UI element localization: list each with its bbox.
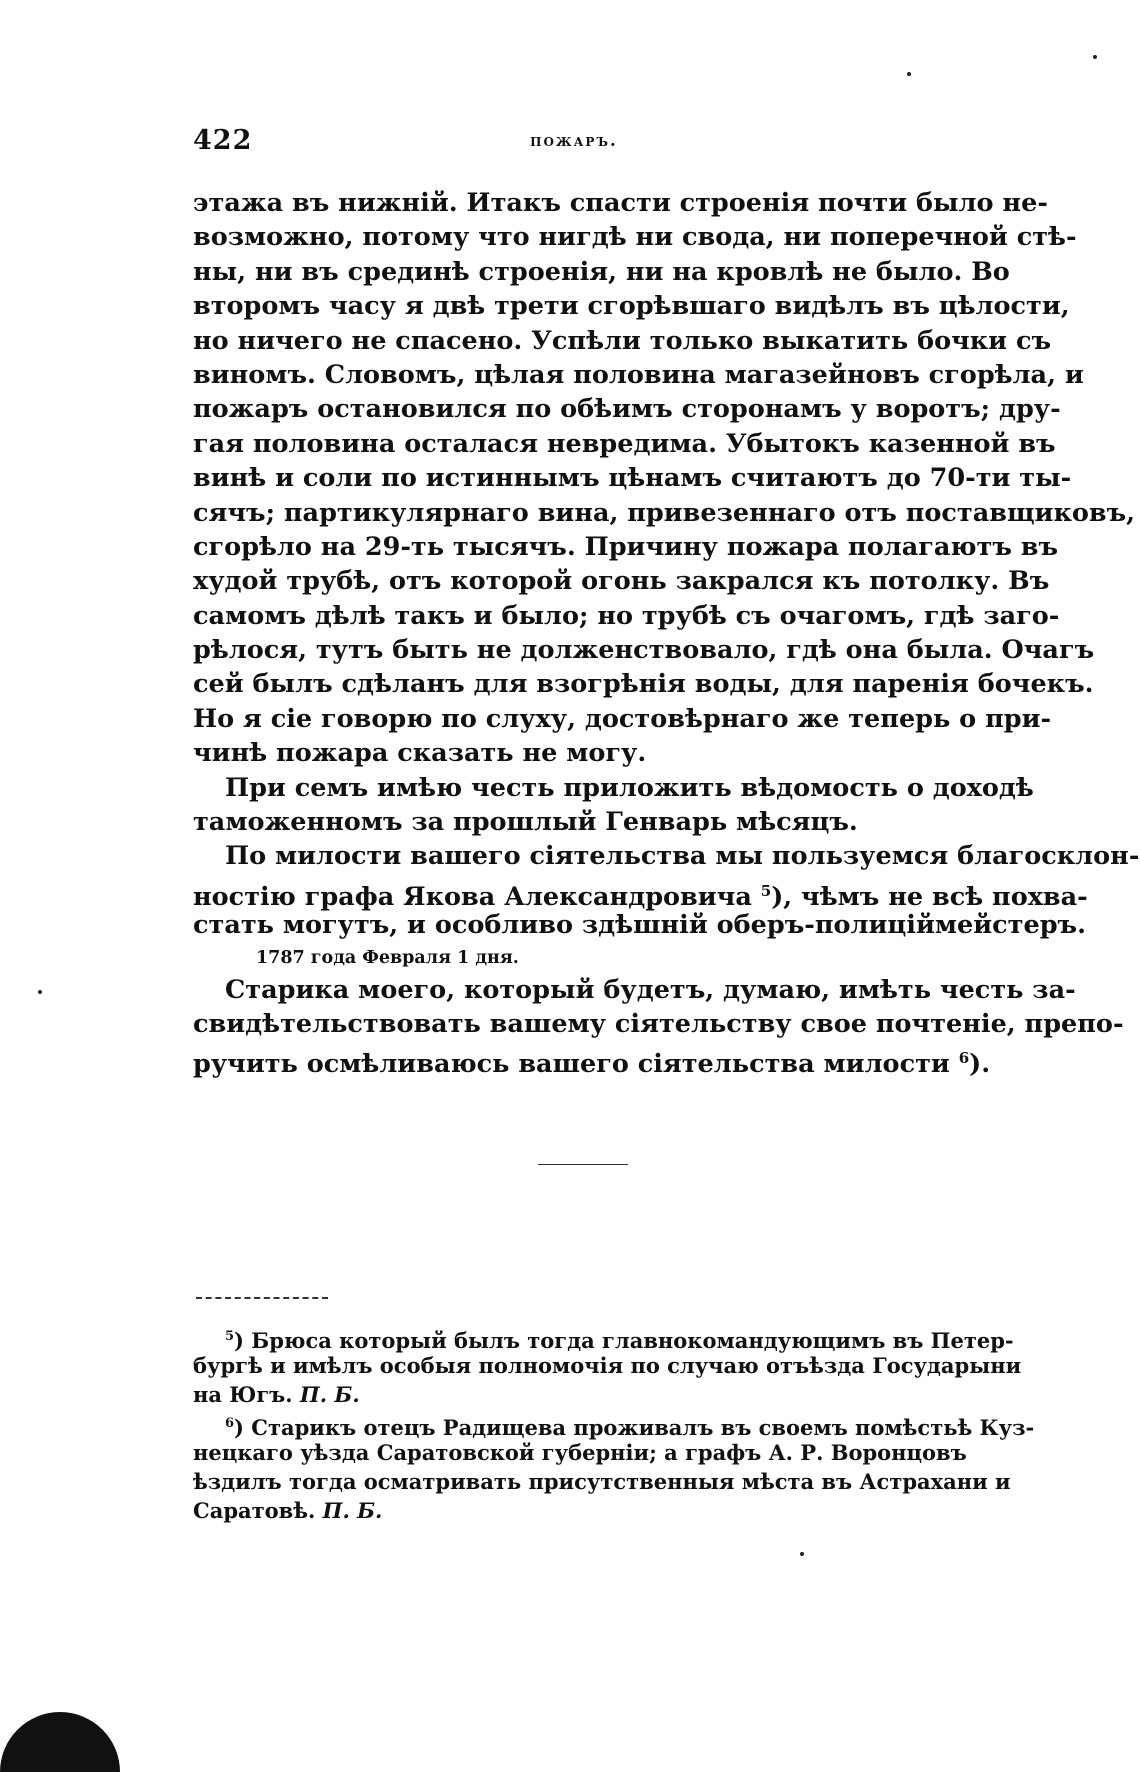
text-line: но ничего не спасено. Успѣли только выкатить бочки съ — [193, 325, 1052, 356]
text-line: второмъ часу я двѣ трети сгорѣвшаго видѣлъ въ цѣлости, — [193, 291, 1070, 322]
text-fragment: Саратовѣ. — [193, 1498, 316, 1523]
text-fragment: ручить осмѣливаюсь вашего сіятельства милости — [193, 1049, 950, 1080]
text-fragment: на Югъ. — [193, 1382, 293, 1407]
page-number: 422 — [193, 125, 253, 156]
text-line: худой трубѣ, отъ которой огонь закрался къ потолку. Въ — [193, 566, 1050, 597]
footnote-line — [193, 1322, 1014, 1353]
text-line: сячъ; партикулярнаго вина, привезеннаго отъ поставщиковъ, — [193, 497, 1136, 528]
text-line: ны, ни въ срединѣ строенія, ни на кровлѣ не было. Во — [193, 256, 1010, 287]
paragraph-4 — [193, 973, 1124, 1080]
text-line: пожаръ остановился по обѣимъ сторонамъ у воротъ; дру- — [193, 394, 1061, 425]
text-line — [193, 1041, 991, 1080]
text-fragment: ), чѣмъ не всѣ похва- — [771, 881, 1088, 912]
text-line: Старика моего, который будетъ, думаю, имѣть честь за- — [225, 974, 1076, 1005]
text-line: винѣ и соли по истиннымъ цѣнамъ считаютъ до 70-ти ты- — [193, 463, 1072, 494]
footnote-line: нецкаго уѣзда Саратовской губерніи; а графъ А. Р. Воронцовъ — [193, 1440, 967, 1465]
scan-speck — [800, 1552, 804, 1556]
footnote-marker: 6 — [225, 1416, 235, 1431]
footnote-line: бургѣ и имѣлъ особыя полномочія по случаю отъѣзда Государыни — [193, 1353, 1022, 1378]
text-line: рѣлося, тутъ быть не долженствовало, гдѣ она была. Очагъ — [193, 635, 1095, 666]
signature-initials: П. Б. — [322, 1498, 383, 1523]
footnote-line: ѣздилъ тогда осматривать присутственныя мѣста въ Астрахани и — [193, 1469, 1011, 1494]
text-line: самомъ дѣлѣ такъ и было; но трубѣ съ очагомъ, гдѣ заго- — [193, 600, 1060, 631]
paragraph-2 — [193, 771, 1034, 840]
signature-initials: П. Б. — [299, 1382, 360, 1407]
page-header — [193, 125, 955, 165]
letter-date: 1787 года Февраля 1 дня. — [256, 947, 519, 968]
footnote-line — [193, 1380, 955, 1409]
paragraph-1 — [193, 186, 1136, 771]
text-line: виномъ. Словомъ, цѣлая половина магазейновъ сгорѣла, и — [193, 359, 1084, 390]
text-line — [193, 874, 1088, 912]
footnote-6 — [193, 1409, 1035, 1525]
paragraph-3 — [193, 839, 1140, 942]
footnote-marker: 5 — [225, 1329, 235, 1344]
text-line: свидѣтельствовать вашему сіятельству свое почтеніе, препо- — [193, 1008, 1124, 1039]
text-line: стать могутъ, и особливо здѣшній оберъ-полиціймейстеръ. — [193, 910, 1086, 941]
footnote-rule — [196, 1297, 328, 1299]
footnote-line — [193, 1496, 955, 1525]
footnote-5 — [193, 1322, 1022, 1409]
text-line: По милости вашего сіятельства мы пользуемся благосклон- — [225, 841, 1140, 872]
footnote-ref-6: 6 — [958, 1049, 970, 1068]
text-line: гая половина осталася невредима. Убытокъ казенной въ — [193, 428, 1056, 459]
text-line: возможно, потому что нигдѣ ни свода, ни поперечной стѣ- — [193, 222, 1077, 253]
scan-blot — [0, 1712, 120, 1772]
text-fragment: ностію графа Якова Александровича — [193, 881, 752, 912]
text-fragment: ) Брюса который былъ тогда главнокомандующимъ въ Петер- — [234, 1328, 1014, 1353]
text-line: При семъ имѣю честь приложить вѣдомость о доходѣ — [225, 772, 1034, 803]
scan-speck — [907, 72, 911, 76]
scan-speck — [1093, 55, 1097, 59]
footnotes — [193, 1322, 1035, 1525]
section-separator — [538, 1164, 628, 1165]
footnote-line — [193, 1409, 1035, 1440]
text-line: этажа въ нижній. Итакъ спасти строенія почти было не- — [193, 188, 1048, 218]
text-line: чинѣ пожара сказать не могу. — [193, 738, 647, 769]
scan-speck — [38, 990, 42, 994]
text-line: сей былъ сдѣланъ для взогрѣнія воды, для паренія бочекъ. — [193, 669, 1094, 700]
text-line: Но я сіе говорю по слуху, достовѣрнаго же теперь о при- — [193, 703, 1052, 734]
main-text — [193, 186, 1140, 1080]
text-line: таможенномъ за прошлый Генварь мѣсяцъ. — [193, 807, 858, 838]
running-title: пожаръ. — [530, 131, 618, 151]
footnote-ref-5: 5 — [760, 881, 772, 900]
text-fragment: ) Старикъ отецъ Радищева проживалъ въ своемъ помѣстьѣ Куз- — [234, 1415, 1035, 1440]
text-line: сгорѣло на 29-ть тысячъ. Причину пожара полагаютъ въ — [193, 531, 1059, 562]
text-fragment: ). — [969, 1049, 991, 1080]
